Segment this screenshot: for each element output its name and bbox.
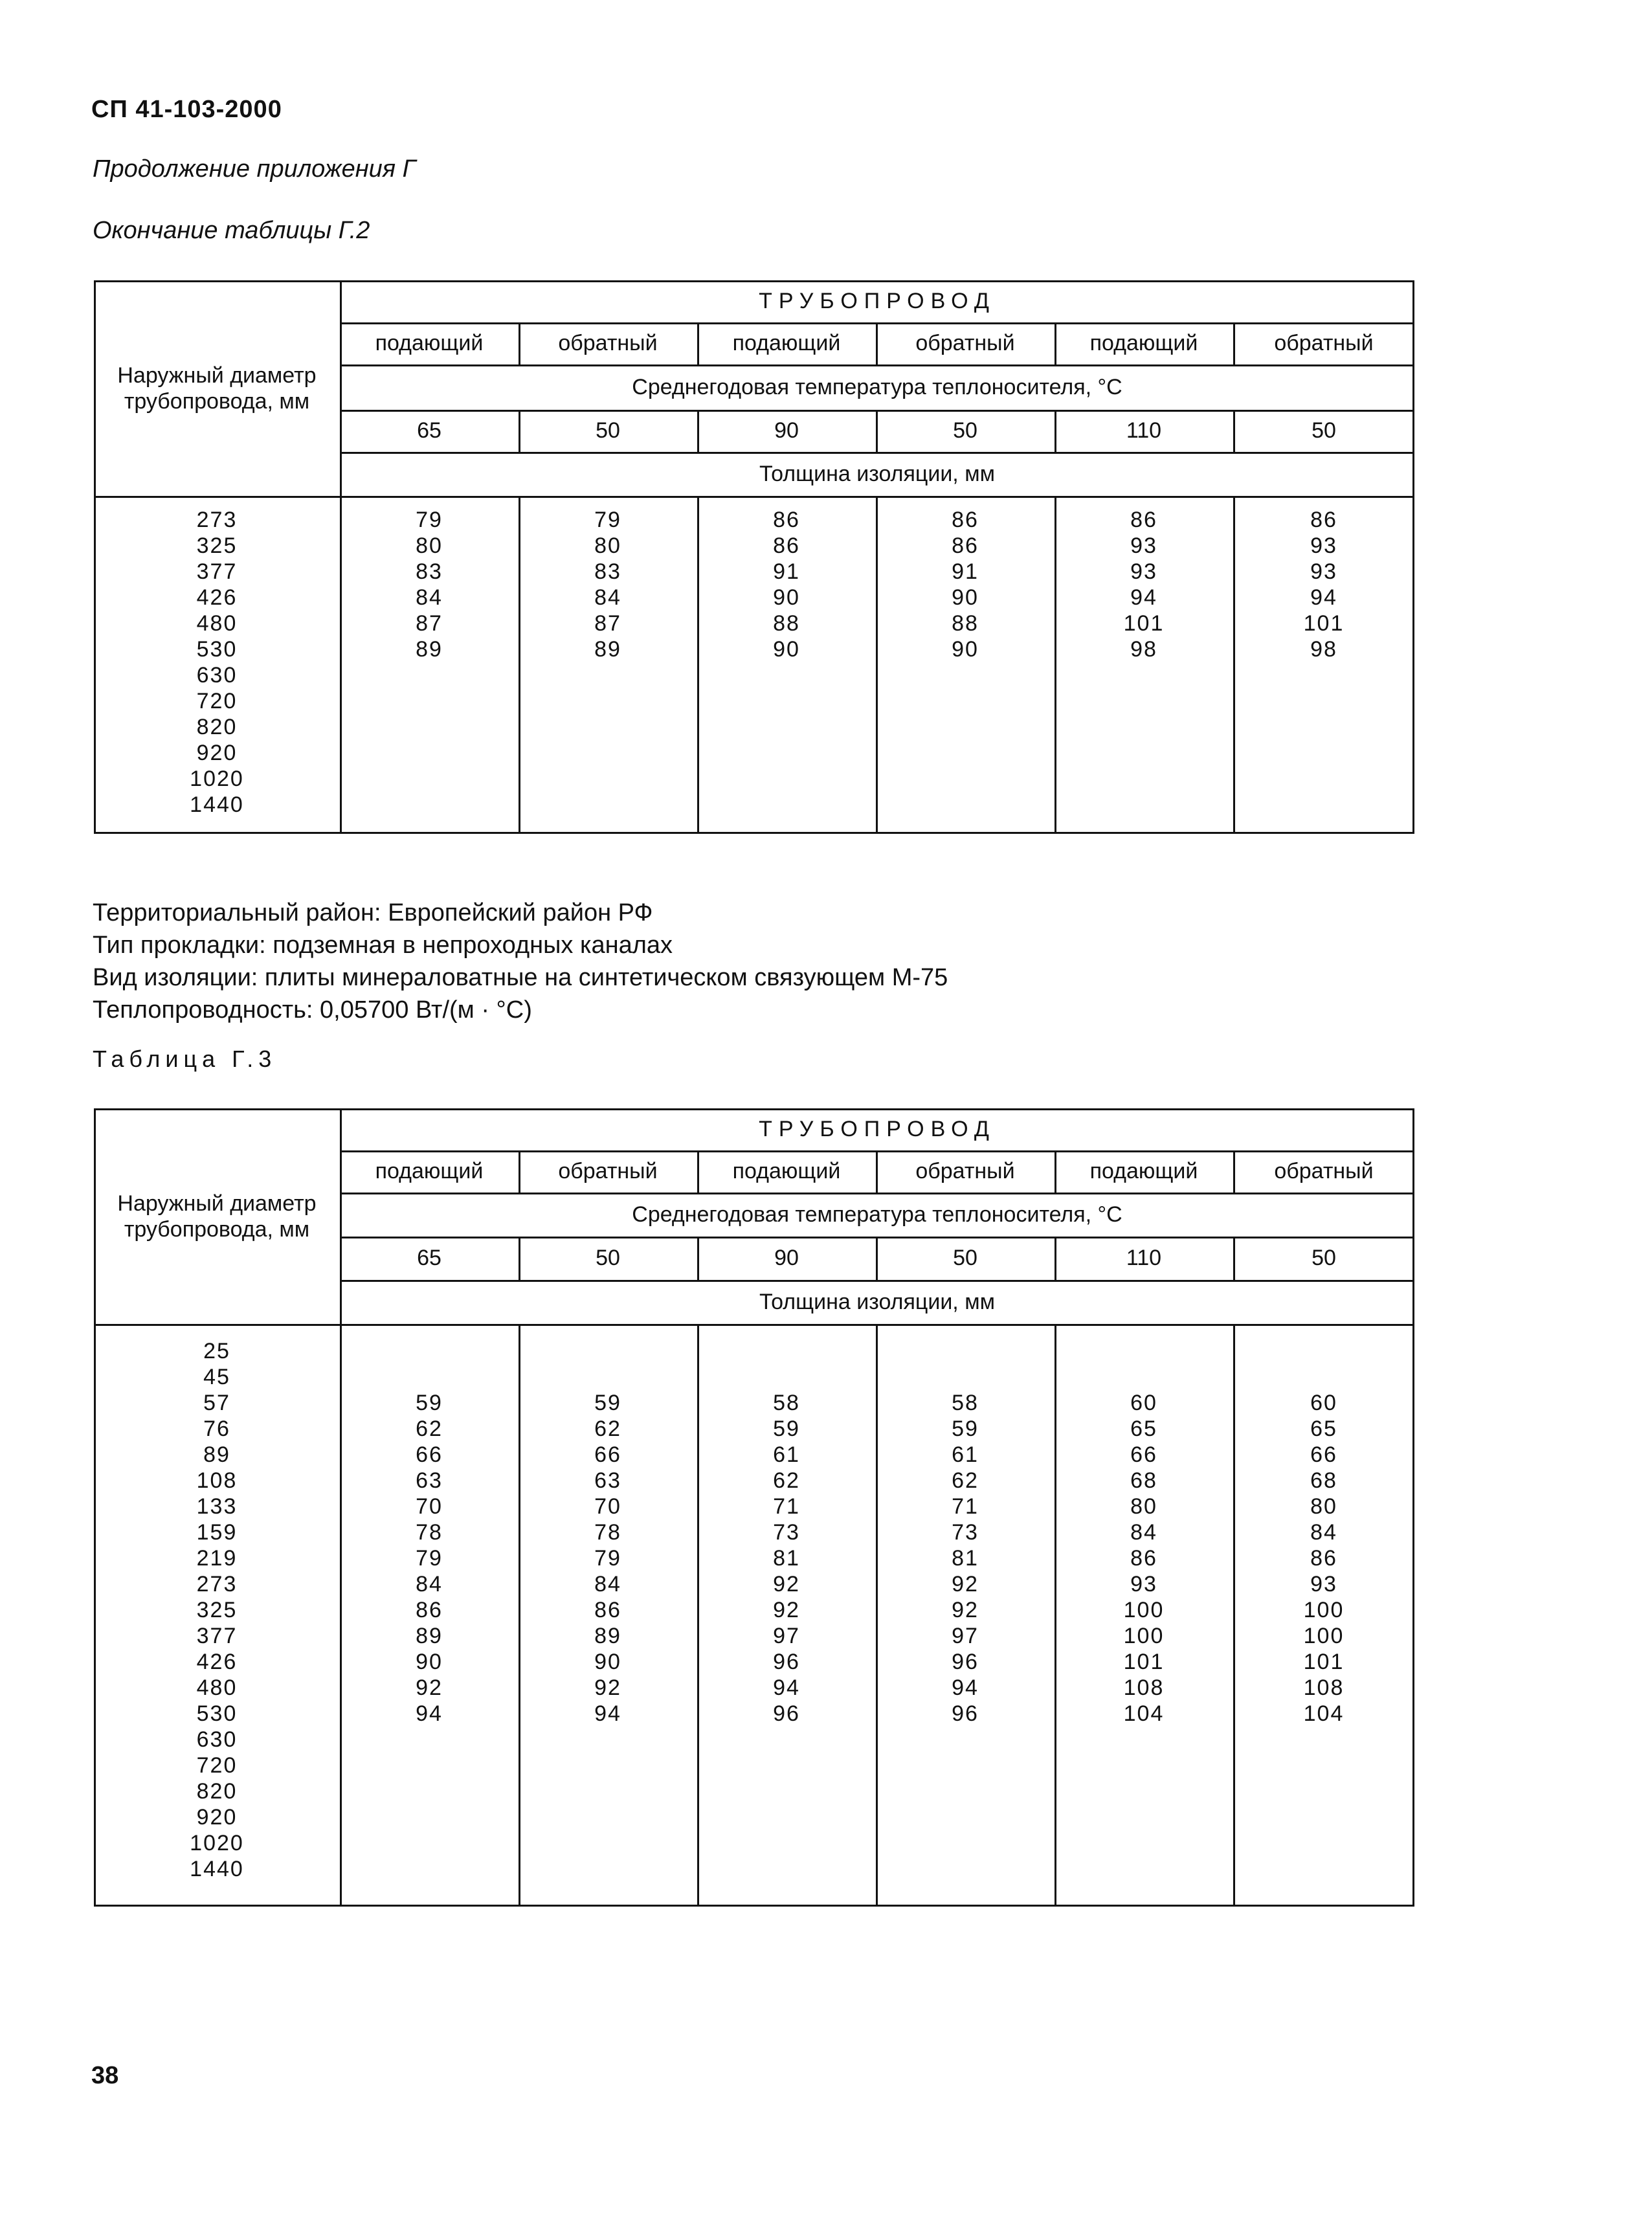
thickness-value: 66 xyxy=(416,1442,443,1467)
thickness-value: 66 xyxy=(1310,1442,1337,1467)
thickness-column xyxy=(340,1338,519,1727)
thickness-value: 63 xyxy=(416,1468,443,1493)
thickness-value: 90 xyxy=(773,585,800,610)
pipe-type-label: подающий xyxy=(375,331,484,355)
diameter-value: 820 xyxy=(196,715,238,739)
thickness-value: 84 xyxy=(594,1572,621,1596)
thickness-value: 78 xyxy=(594,1520,621,1545)
thickness-value: 93 xyxy=(1310,1572,1337,1596)
thickness-value: 89 xyxy=(416,637,443,662)
thickness-value: 93 xyxy=(1310,533,1337,558)
diameter-value: 377 xyxy=(196,559,238,584)
temperature-value: 50 xyxy=(596,418,620,443)
table-g2-caption: Окончание таблицы Г.2 xyxy=(93,217,370,244)
temperature-value: 110 xyxy=(1126,1246,1162,1270)
thickness-value: 104 xyxy=(1303,1701,1345,1726)
thickness-value: 83 xyxy=(594,559,621,584)
thickness-value: 92 xyxy=(952,1598,979,1622)
thickness-value: 80 xyxy=(594,533,621,558)
thickness-value: 86 xyxy=(773,508,800,532)
thickness-value: 93 xyxy=(1130,559,1157,584)
thickness-value: 94 xyxy=(416,1701,443,1726)
thickness-value: 80 xyxy=(1310,1494,1337,1519)
table-g3-parameters xyxy=(93,897,948,1026)
thickness-value: 63 xyxy=(594,1468,621,1493)
pipeline-group-header: ТРУБОПРОВОД xyxy=(759,289,996,313)
thickness-value: 92 xyxy=(594,1675,621,1700)
thickness-value xyxy=(876,1364,1055,1390)
pipe-type-label: обратный xyxy=(1274,331,1374,355)
thickness-value: 84 xyxy=(416,585,443,610)
diameter-value: 1440 xyxy=(190,792,244,817)
pipeline-group-header: ТРУБОПРОВОД xyxy=(759,1117,996,1141)
diameter-value: 720 xyxy=(196,689,238,713)
thickness-value: 100 xyxy=(1303,1624,1345,1648)
temperature-value: 90 xyxy=(774,1246,799,1270)
thickness-value: 86 xyxy=(773,533,800,558)
thickness-value: 84 xyxy=(1310,1520,1337,1545)
temperature-value: 50 xyxy=(953,1246,977,1270)
conductivity-line: Теплопроводность: 0,05700 Вт/(м · °С) xyxy=(93,996,532,1024)
thickness-value: 94 xyxy=(1310,585,1337,610)
thickness-value: 100 xyxy=(1123,1598,1165,1622)
pipe-type-label: обратный xyxy=(558,331,658,355)
thickness-value: 84 xyxy=(594,585,621,610)
thickness-value: 59 xyxy=(952,1417,979,1441)
thickness-value: 80 xyxy=(1130,1494,1157,1519)
thickness-value xyxy=(697,1364,876,1390)
thickness-value: 90 xyxy=(952,637,979,662)
diameter-value: 630 xyxy=(196,1727,238,1752)
thickness-column xyxy=(697,507,876,662)
diameter-value: 133 xyxy=(196,1494,238,1519)
insulation-line: Вид изоляции: плиты минераловатные на синтетическом связующем М-75 xyxy=(93,964,948,991)
thickness-value: 92 xyxy=(773,1572,800,1596)
pipe-type-label: подающий xyxy=(732,331,841,355)
thickness-value: 68 xyxy=(1310,1468,1337,1493)
thickness-value: 90 xyxy=(594,1650,621,1674)
thickness-value xyxy=(697,1338,876,1364)
thickness-value: 61 xyxy=(773,1442,800,1467)
table-g2 xyxy=(94,280,1414,834)
thickness-value: 108 xyxy=(1123,1675,1165,1700)
thickness-value: 62 xyxy=(952,1468,979,1493)
thickness-value: 71 xyxy=(952,1494,979,1519)
pipe-type-label: обратный xyxy=(1274,1159,1374,1183)
temperature-value: 50 xyxy=(953,418,977,443)
table-g3 xyxy=(94,1108,1414,1907)
thickness-column xyxy=(876,507,1055,662)
thickness-value: 90 xyxy=(416,1650,443,1674)
thickness-value: 66 xyxy=(594,1442,621,1467)
thickness-value: 86 xyxy=(952,508,979,532)
thickness-value: 101 xyxy=(1123,1650,1165,1674)
thickness-value: 88 xyxy=(773,611,800,636)
pipe-type-label: обратный xyxy=(915,331,1015,355)
diameter-list xyxy=(94,1338,340,1882)
thickness-value: 79 xyxy=(594,1546,621,1571)
thickness-column xyxy=(1233,1338,1414,1727)
thickness-value xyxy=(519,1364,697,1390)
diameter-value: 76 xyxy=(203,1417,230,1441)
thickness-value: 59 xyxy=(773,1417,800,1441)
thickness-header: Толщина изоляции, мм xyxy=(759,1289,995,1314)
thickness-value: 96 xyxy=(773,1650,800,1674)
thickness-column xyxy=(519,507,697,662)
thickness-value: 70 xyxy=(416,1494,443,1519)
thickness-value: 92 xyxy=(773,1598,800,1622)
thickness-value: 84 xyxy=(416,1572,443,1596)
thickness-value: 98 xyxy=(1130,637,1157,662)
thickness-column xyxy=(519,1338,697,1727)
temperature-header: Среднегодовая температура теплоносителя, °С xyxy=(632,1202,1122,1227)
diameter-value: 273 xyxy=(196,508,238,532)
thickness-value: 60 xyxy=(1310,1391,1337,1415)
thickness-value: 108 xyxy=(1303,1675,1345,1700)
thickness-value: 81 xyxy=(773,1546,800,1571)
thickness-value: 94 xyxy=(952,1675,979,1700)
thickness-value: 90 xyxy=(952,585,979,610)
diameter-value: 25 xyxy=(203,1339,230,1363)
pipe-type-label: подающий xyxy=(732,1159,841,1183)
diameter-value: 820 xyxy=(196,1779,238,1804)
thickness-value: 68 xyxy=(1130,1468,1157,1493)
thickness-value: 78 xyxy=(416,1520,443,1545)
thickness-value: 87 xyxy=(416,611,443,636)
diameter-value: 480 xyxy=(196,611,238,636)
thickness-value: 58 xyxy=(952,1391,979,1415)
thickness-value: 100 xyxy=(1123,1624,1165,1648)
thickness-value xyxy=(1233,1364,1414,1390)
thickness-value: 79 xyxy=(416,1546,443,1571)
thickness-column xyxy=(1055,507,1233,662)
diameter-value: 1020 xyxy=(190,767,244,791)
laying-line: Тип прокладки: подземная в непроходных каналах xyxy=(93,932,673,959)
thickness-column xyxy=(1055,1338,1233,1727)
thickness-value: 90 xyxy=(773,637,800,662)
thickness-header: Толщина изоляции, мм xyxy=(759,461,995,486)
diameter-value: 530 xyxy=(196,1701,238,1726)
thickness-value xyxy=(519,1338,697,1364)
diameter-value: 325 xyxy=(196,1598,238,1622)
thickness-value: 91 xyxy=(952,559,979,584)
thickness-value: 62 xyxy=(416,1417,443,1441)
header-bottom-line xyxy=(94,1324,1414,1326)
thickness-value: 93 xyxy=(1130,1572,1157,1596)
thickness-value: 94 xyxy=(594,1701,621,1726)
diameter-list xyxy=(94,507,340,818)
thickness-value: 86 xyxy=(1130,1546,1157,1571)
thickness-value: 60 xyxy=(1130,1391,1157,1415)
thickness-value: 70 xyxy=(594,1494,621,1519)
temperature-value: 50 xyxy=(1312,418,1336,443)
thickness-value: 94 xyxy=(773,1675,800,1700)
diameter-value: 219 xyxy=(196,1546,238,1571)
row-header-label: Наружный диаметр трубопровода, мм xyxy=(117,1191,317,1242)
document-code: СП 41-103-2000 xyxy=(91,96,282,123)
thickness-value: 61 xyxy=(952,1442,979,1467)
thickness-column xyxy=(697,1338,876,1727)
pipe-type-label: обратный xyxy=(915,1159,1015,1183)
diameter-value: 1020 xyxy=(190,1831,244,1855)
temperature-value: 90 xyxy=(774,418,799,443)
pipe-type-label: подающий xyxy=(1089,1159,1198,1183)
temperature-value: 50 xyxy=(596,1246,620,1270)
temperature-value: 110 xyxy=(1126,418,1162,443)
diameter-value: 89 xyxy=(203,1442,230,1467)
thickness-value xyxy=(340,1338,519,1364)
temperature-value: 65 xyxy=(417,418,441,443)
diameter-value: 630 xyxy=(196,663,238,688)
diameter-value: 426 xyxy=(196,585,238,610)
thickness-column xyxy=(1233,507,1414,662)
table-g3-caption: Таблица Г.3 xyxy=(93,1046,277,1072)
pipe-type-label: подающий xyxy=(1089,331,1198,355)
diameter-value: 920 xyxy=(196,741,238,765)
thickness-value: 93 xyxy=(1310,559,1337,584)
pipe-type-label: подающий xyxy=(375,1159,484,1183)
thickness-value: 71 xyxy=(773,1494,800,1519)
thickness-value: 58 xyxy=(773,1391,800,1415)
thickness-value: 96 xyxy=(952,1650,979,1674)
thickness-value: 92 xyxy=(952,1572,979,1596)
thickness-value xyxy=(1055,1338,1233,1364)
thickness-value xyxy=(1233,1338,1414,1364)
thickness-value: 66 xyxy=(1130,1442,1157,1467)
thickness-value xyxy=(876,1338,1055,1364)
page-number: 38 xyxy=(91,2062,119,2089)
diameter-value: 920 xyxy=(196,1805,238,1830)
thickness-value: 97 xyxy=(773,1624,800,1648)
diameter-value: 108 xyxy=(196,1468,238,1493)
temperature-value: 65 xyxy=(417,1246,441,1270)
pipe-type-label: обратный xyxy=(558,1159,658,1183)
thickness-value: 62 xyxy=(773,1468,800,1493)
thickness-value: 81 xyxy=(952,1546,979,1571)
diameter-value: 159 xyxy=(196,1520,238,1545)
thickness-value: 86 xyxy=(1310,508,1337,532)
thickness-value: 84 xyxy=(1130,1520,1157,1545)
thickness-value: 89 xyxy=(594,1624,621,1648)
thickness-value: 97 xyxy=(952,1624,979,1648)
thickness-column xyxy=(340,507,519,662)
thickness-value: 59 xyxy=(594,1391,621,1415)
thickness-value: 100 xyxy=(1303,1598,1345,1622)
thickness-value: 65 xyxy=(1130,1417,1157,1441)
thickness-value: 101 xyxy=(1303,1650,1345,1674)
thickness-value: 96 xyxy=(952,1701,979,1726)
thickness-column xyxy=(876,1338,1055,1727)
thickness-value: 86 xyxy=(594,1598,621,1622)
thickness-value: 86 xyxy=(416,1598,443,1622)
thickness-value: 92 xyxy=(416,1675,443,1700)
thickness-value: 65 xyxy=(1310,1417,1337,1441)
thickness-value: 86 xyxy=(1130,508,1157,532)
diameter-value: 57 xyxy=(203,1391,230,1415)
thickness-value: 73 xyxy=(952,1520,979,1545)
thickness-value: 80 xyxy=(416,533,443,558)
temperature-value: 50 xyxy=(1312,1246,1336,1270)
thickness-value: 88 xyxy=(952,611,979,636)
thickness-value: 59 xyxy=(416,1391,443,1415)
diameter-value: 530 xyxy=(196,637,238,662)
region-line: Территориальный район: Европейский район РФ xyxy=(93,899,653,926)
appendix-continuation: Продолжение приложения Г xyxy=(93,155,416,183)
thickness-value: 86 xyxy=(952,533,979,558)
thickness-value: 62 xyxy=(594,1417,621,1441)
diameter-value: 480 xyxy=(196,1675,238,1700)
diameter-value: 1440 xyxy=(190,1857,244,1881)
row-header-label: Наружный диаметр трубопровода, мм xyxy=(117,363,317,414)
thickness-value: 73 xyxy=(773,1520,800,1545)
thickness-value: 87 xyxy=(594,611,621,636)
thickness-value: 83 xyxy=(416,559,443,584)
thickness-value: 94 xyxy=(1130,585,1157,610)
thickness-value: 89 xyxy=(594,637,621,662)
header-bottom-line xyxy=(94,496,1414,498)
thickness-value: 101 xyxy=(1123,611,1165,636)
thickness-value xyxy=(340,1364,519,1390)
temperature-header: Среднегодовая температура теплоносителя, °С xyxy=(632,374,1122,399)
thickness-value: 101 xyxy=(1303,611,1345,636)
thickness-value xyxy=(1055,1364,1233,1390)
diameter-value: 325 xyxy=(196,533,238,558)
thickness-value: 79 xyxy=(416,508,443,532)
diameter-value: 426 xyxy=(196,1650,238,1674)
thickness-value: 79 xyxy=(594,508,621,532)
thickness-value: 86 xyxy=(1310,1546,1337,1571)
thickness-value: 89 xyxy=(416,1624,443,1648)
thickness-value: 96 xyxy=(773,1701,800,1726)
diameter-value: 720 xyxy=(196,1753,238,1778)
diameter-value: 45 xyxy=(203,1365,230,1389)
diameter-value: 377 xyxy=(196,1624,238,1648)
thickness-value: 98 xyxy=(1310,637,1337,662)
diameter-value: 273 xyxy=(196,1572,238,1596)
thickness-value: 104 xyxy=(1123,1701,1165,1726)
thickness-value: 91 xyxy=(773,559,800,584)
thickness-value: 93 xyxy=(1130,533,1157,558)
